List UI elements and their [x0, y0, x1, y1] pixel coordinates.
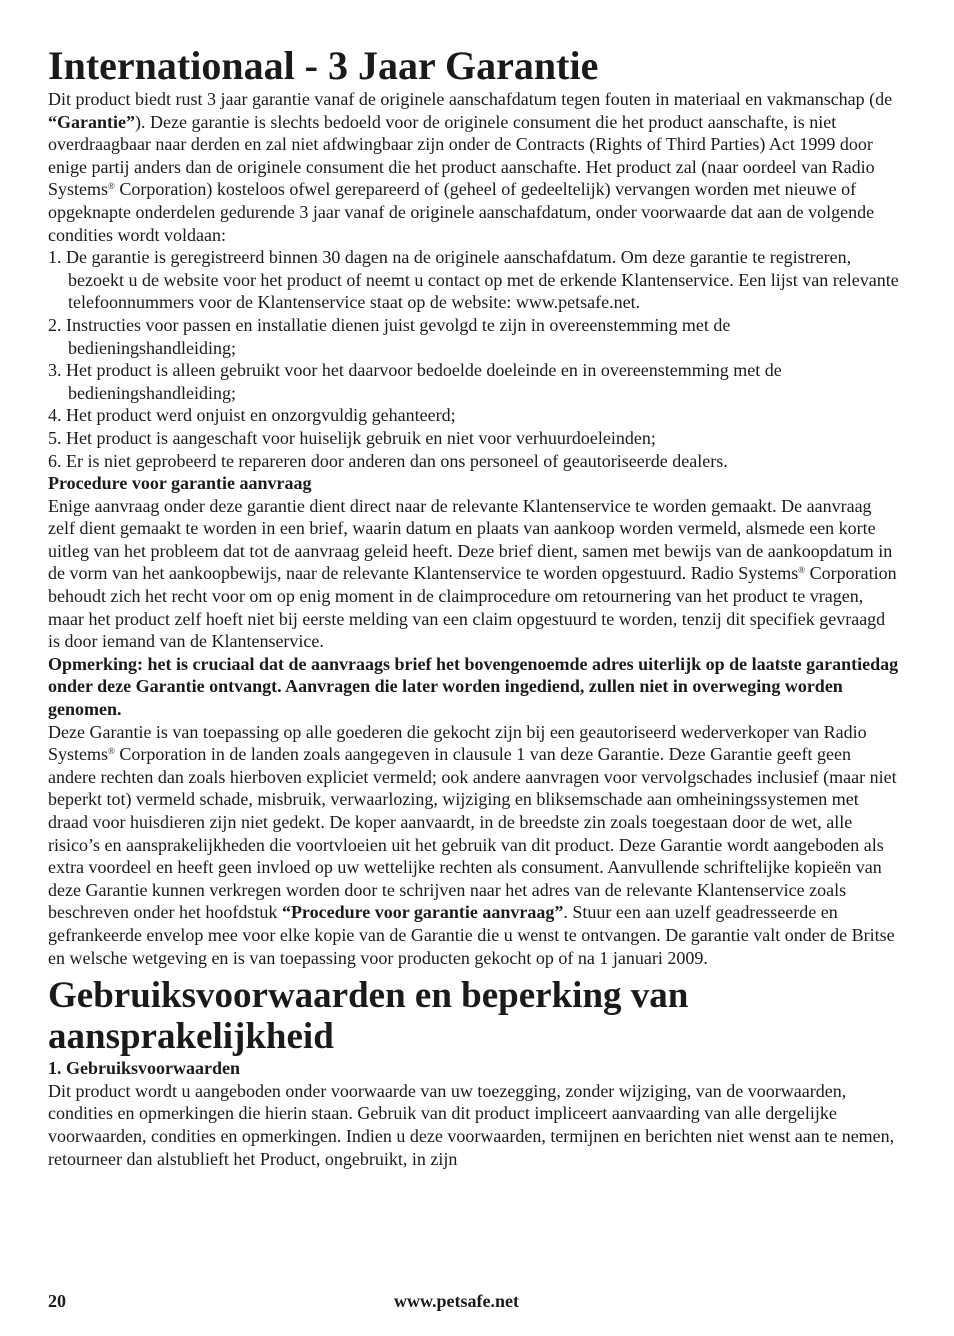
scope-text-d: . Stuur een aan uzelf geadresseerde en gefrankeerde envelop mee voor elke kopie van de Garantie die u wenst te ontvangen. De garantie valt onder de Britse en welsche wetgeving en is van toepassing voor producten gekocht op of na 1 januari 2009.: [48, 902, 895, 968]
condition-item: 1. De garantie is geregistreerd binnen 30 dagen na de originele aanschafdatum. Om deze garantie te registreren, bezoekt u de website voor het product of neemt u contact op met de erkende Klantenservice. Een lijst van relevante telefoonnummers voor de Klantenservice staat op de website: www.petsafe.net.: [48, 247, 899, 313]
procedure-body: [48, 495, 900, 653]
condition-item: 3. Het product is alleen gebruikt voor het daarvoor bedoelde doeleinde en in overeenstemming met de bedieningshandleiding;: [48, 360, 782, 403]
registered-mark: ®: [108, 181, 115, 192]
condition-item: 6. Er is niet geprobeerd te repareren door anderen dan ons personeel of geautoriseerde dealers.: [48, 450, 728, 471]
scope-text-a: Deze Garantie is van toepassing op alle goederen die gekocht zijn bij een geautoriseerd wederverkoper van Radio Systems: [48, 721, 867, 765]
page-number: 20: [48, 1291, 66, 1311]
terms-sub-heading: 1. Gebruiksvoorwaarden: [48, 1058, 241, 1079]
page-footer: [48, 1291, 900, 1315]
terms-title: Gebruiksvoorwaarden en beperking van aansprakelijkheid: [48, 975, 689, 1058]
intro-term-garantie: “Garantie”: [48, 111, 135, 132]
condition-item: 4. Het product werd onjuist en onzorgvuldig gehanteerd;: [48, 405, 456, 426]
warranty-intro: [48, 88, 900, 246]
registered-mark: ®: [108, 746, 115, 757]
procedure-text-a: Enige aanvraag onder deze garantie dient direct naar de relevante Klantenservice te worden gemaakt. De aanvraag zelf dient gemaakt te worden in een brief, waarin datum en plaats van aankoop worden vermeld, alsmede een korte uitleg van het probleem dat tot de aanvraag geleid heeft. Deze brief dient, samen met bewijs van de aankoopdatum in de vorm van het aankoopbewijs, naar de relevante Klantenservice te worden opgestuurd. Radio Systems: [48, 495, 893, 584]
intro-text-d: Corporation) kosteloos ofwel gerepareerd of (geheel of gedeeltelijk) vervangen worden met nieuwe of opgeknapte onderdelen gedurende 3 jaar vanaf de originele aanschafdatum, onder voorwaarde dat aan de volgende condities wordt voldaan:: [48, 179, 875, 245]
procedure-heading: Procedure voor garantie aanvraag: [48, 473, 312, 494]
procedure-text-b: Corporation behoudt zich het recht voor om op enig moment in de claimprocedure om retournering van het product te vragen, maar het product zelf hoeft niet bij eerste melding van een claim opgestuurd te worden, tenzij dit specifiek gevraagd is door iemand van de Klantenservice.: [48, 563, 897, 652]
terms-body: Dit product wordt u aangeboden onder voorwaarde van uw toezegging, zonder wijziging, van de voorwaarden, condities en opmerkingen die hierin staan. Gebruik van dit product impliceert aanvaarding van alle dergelijke voorwaarden, condities en opmerkingen. Indien u deze voorwaarden, termijnen en berichten niet wenst aan te nemen, retourneer dan alstublieft het Product, ongebruikt, in zijn: [48, 1080, 895, 1169]
page-content: [48, 44, 900, 1170]
intro-text-c: ). Deze garantie is slechts bedoeld voor de originele consument die het product aanschafte, is niet overdraagbaar naar derden en zal niet afdwingbaar zijn onder de Contracts (Rights of Third Parties) Act 1999 door enige partij anders dan de originele consument die het product aanschafte. Het product zal (naar oordeel van Radio Systems: [48, 111, 875, 200]
warranty-conditions-list: [48, 246, 900, 472]
scope-procedure-ref: “Procedure voor garantie aanvraag”: [281, 902, 564, 923]
scope-text-b: Corporation in de landen zoals aangegeven in clausule 1 van deze Garantie. Deze Garantie geeft geen andere rechten dan zoals hierboven expliciet vermeld; ook andere aanvragen voor vervolgschades inclusief (maar niet beperkt tot) vermeld schade, misbruik, verwaarlozing, wijziging en bliksemschade aan omheiningssystemen met draad voor huisdieren zijn niet gedekt. De koper aanvaardt, in de breedste zin zoals toegestaan door de wet, alle risico’s en aansprakelijkheden die voortvloeien uit het gebruik van dit product. Deze Garantie wordt aangeboden als extra voordeel en heeft geen invloed op uw wettelijke rechten als consument. Aanvullende schriftelijke kopieën van deze Garantie kunnen verkregen worden door te schrijven naar het adres van de relevante Klantenservice zoals beschreven onder het hoofdstuk: [48, 744, 897, 923]
registered-mark: ®: [798, 565, 806, 576]
important-note: Opmerking: het is cruciaal dat de aanvraags brief het bovengenoemde adres uiterlijk op de laatste garantiedag onder deze Garantie ontvangt. Aanvragen die later worden ingediend, zullen niet in overweging worden genomen.: [48, 653, 899, 720]
condition-item: 2. Instructies voor passen en installatie dienen juist gevolgd te zijn in overeenstemming met de bedieningshandleiding;: [48, 314, 731, 358]
intro-text-a: Dit product biedt rust 3 jaar garantie vanaf de originele aanschafdatum tegen fouten in materiaal en vakmanschap (de: [48, 89, 893, 109]
condition-item: 5. Het product is aangeschaft voor huiselijk gebruik en niet voor verhuurdoeleinden;: [48, 427, 656, 448]
footer-website-link[interactable]: www.petsafe.net: [394, 1291, 519, 1311]
warranty-title: Internationaal - 3 Jaar Garantie: [48, 43, 599, 88]
warranty-scope: [48, 721, 900, 970]
